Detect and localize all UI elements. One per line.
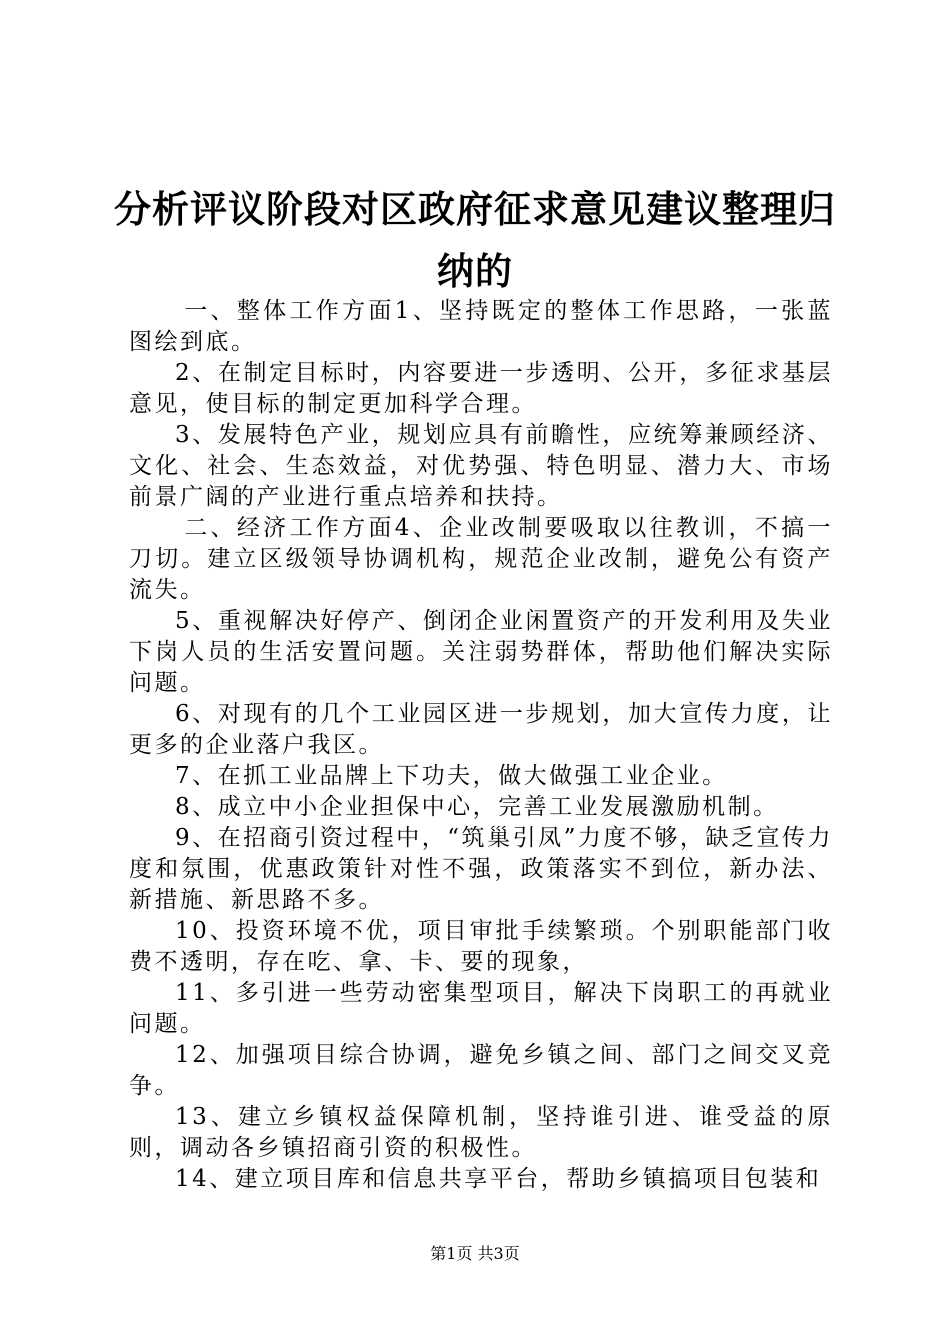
paragraph-6: 6、对现有的几个工业园区进一步规划，加大宣传力度，让更多的企业落户我区。 [129,701,833,758]
paragraph-8: 8、成立中小企业担保中心，完善工业发展激励机制。 [175,794,779,820]
paragraph-14: 14、建立项目库和信息共享平台，帮助乡镇搞项目包装和 [175,1166,822,1192]
document-body [129,296,833,1195]
page-number-footer: 第1页 共3页 [430,1244,520,1263]
paragraph-1: 一、整体工作方面1、坚持既定的整体工作思路，一张蓝图绘到底。 [129,298,833,355]
paragraph-12: 12、加强项目综合协调，避免乡镇之间、部门之间交叉竞争。 [129,1042,833,1099]
paragraph-4: 二、经济工作方面4、企业改制要吸取以往教训，不搞一刀切。建立区级领导协调机构，规范企业改制，避免公有资产流失。 [129,515,833,603]
paragraph-2: 2、在制定目标时，内容要进一步透明、公开，多征求基层意见，使目标的制定更加科学合理。 [129,360,833,417]
paragraph-5: 5、重视解决好停产、倒闭企业闲置资产的开发利用及失业下岗人员的生活安置问题。关注弱势群体，帮助他们解决实际问题。 [129,608,833,696]
paragraph-10: 10、投资环境不优，项目审批手续繁琐。个别职能部门收费不透明，存在吃、拿、卡、要的现象， [129,918,833,975]
paragraph-9: 9、在招商引资过程中，“筑巢引凤”力度不够，缺乏宣传力度和氛围，优惠政策针对性不强，政策落实不到位，新办法、新措施、新思路不多。 [129,825,833,913]
paragraph-7: 7、在抓工业品牌上下功夫，做大做强工业企业。 [175,763,728,789]
paragraph-3: 3、发展特色产业，规划应具有前瞻性，应统筹兼顾经济、文化、社会、生态效益，对优势强、特色明显、潜力大、市场前景广阔的产业进行重点培养和扶持。 [129,422,833,510]
paragraph-11: 11、多引进一些劳动密集型项目，解决下岗职工的再就业问题。 [129,980,833,1037]
paragraph-13: 13、建立乡镇权益保障机制，坚持谁引进、谁受益的原则，调动各乡镇招商引资的积极性。 [129,1104,833,1161]
document-title: 分析评议阶段对区政府征求意见建议整理归纳的 [114,187,836,293]
